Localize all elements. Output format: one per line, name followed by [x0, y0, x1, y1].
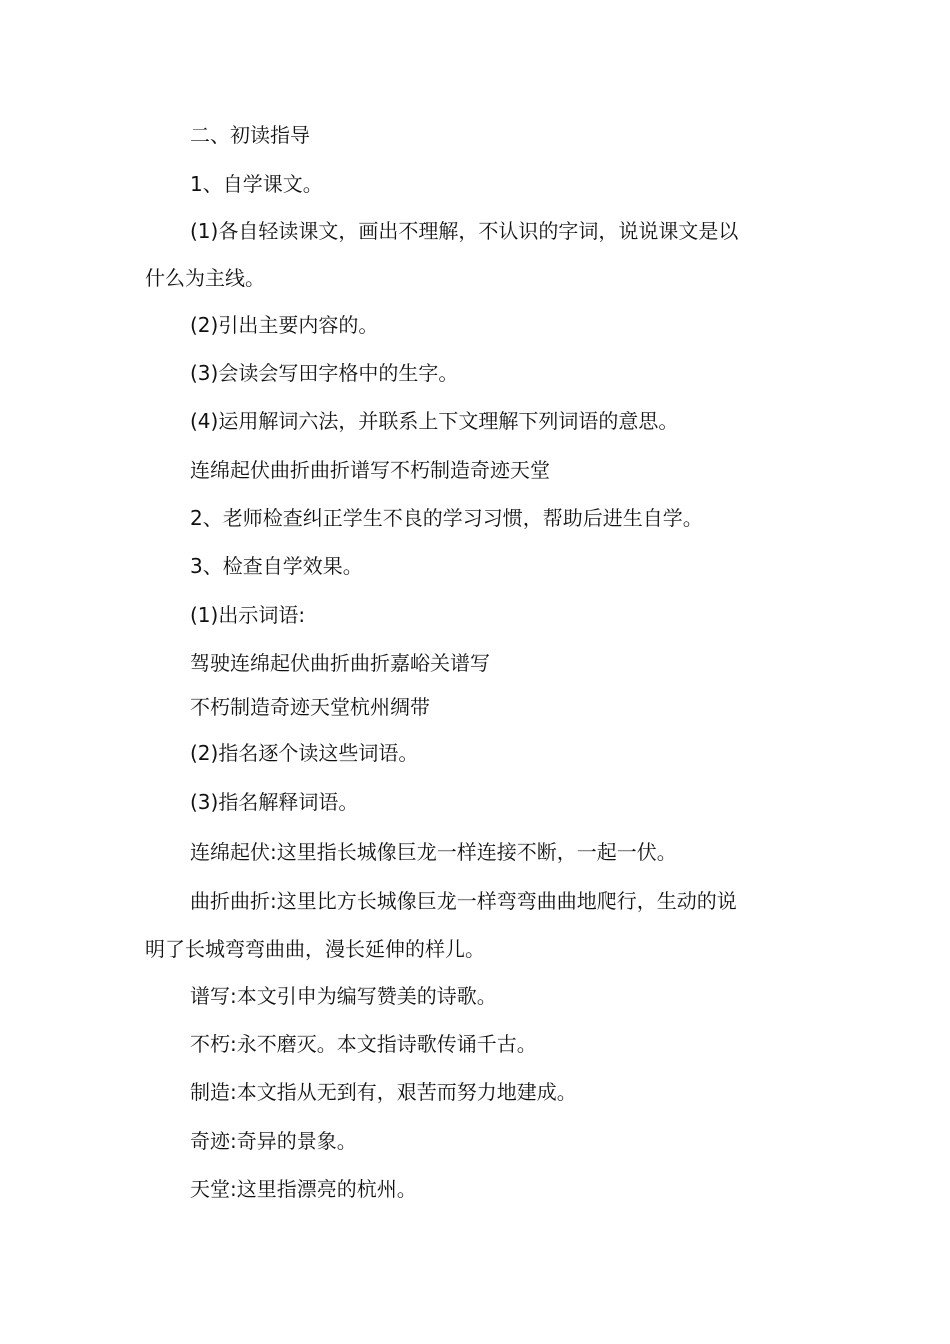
definition: 奇迹:奇异的景象。 [190, 1129, 357, 1153]
definition: 连绵起伏:这里指长城像巨龙一样连接不断，一起一伏。 [190, 840, 677, 864]
paragraph: (3)会读会写田字格中的生字。 [190, 361, 459, 385]
paragraph: (1)各自轻读课文，画出不理解，不认识的字词，说说课文是以 [190, 219, 739, 243]
definition-continuation: 明了长城弯弯曲曲，漫长延伸的样儿。 [145, 937, 485, 961]
definition: 不朽:永不磨灭。本文指诗歌传诵千古。 [190, 1032, 537, 1056]
word-list-line: 驾驶连绵起伏曲折曲折嘉峪关谱写 [190, 651, 490, 675]
definition: 曲折曲折:这里比方长城像巨龙一样弯弯曲曲地爬行，生动的说 [190, 889, 737, 913]
definition: 制造:本文指从无到有，艰苦而努力地建成。 [190, 1080, 577, 1104]
paragraph: (2)指名逐个读这些词语。 [190, 741, 419, 765]
paragraph-continuation: 什么为主线。 [145, 266, 265, 290]
paragraph: (1)出示词语: [190, 603, 306, 627]
paragraph: 1、自学课文。 [190, 172, 323, 196]
word-list-line: 不朽制造奇迹天堂杭州绸带 [190, 695, 430, 719]
paragraph: (3)指名解释词语。 [190, 790, 359, 814]
section-heading: 二、初读指导 [190, 123, 310, 147]
paragraph: 3、检查自学效果。 [190, 554, 363, 578]
paragraph: 连绵起伏曲折曲折谱写不朽制造奇迹天堂 [190, 458, 550, 482]
paragraph: 2、老师检查纠正学生不良的学习习惯，帮助后进生自学。 [190, 506, 703, 530]
definition: 谱写:本文引申为编写赞美的诗歌。 [190, 984, 497, 1008]
paragraph: (4)运用解词六法，并联系上下文理解下列词语的意思。 [190, 409, 679, 433]
definition: 天堂:这里指漂亮的杭州。 [190, 1177, 417, 1201]
paragraph: (2)引出主要内容的。 [190, 313, 379, 337]
